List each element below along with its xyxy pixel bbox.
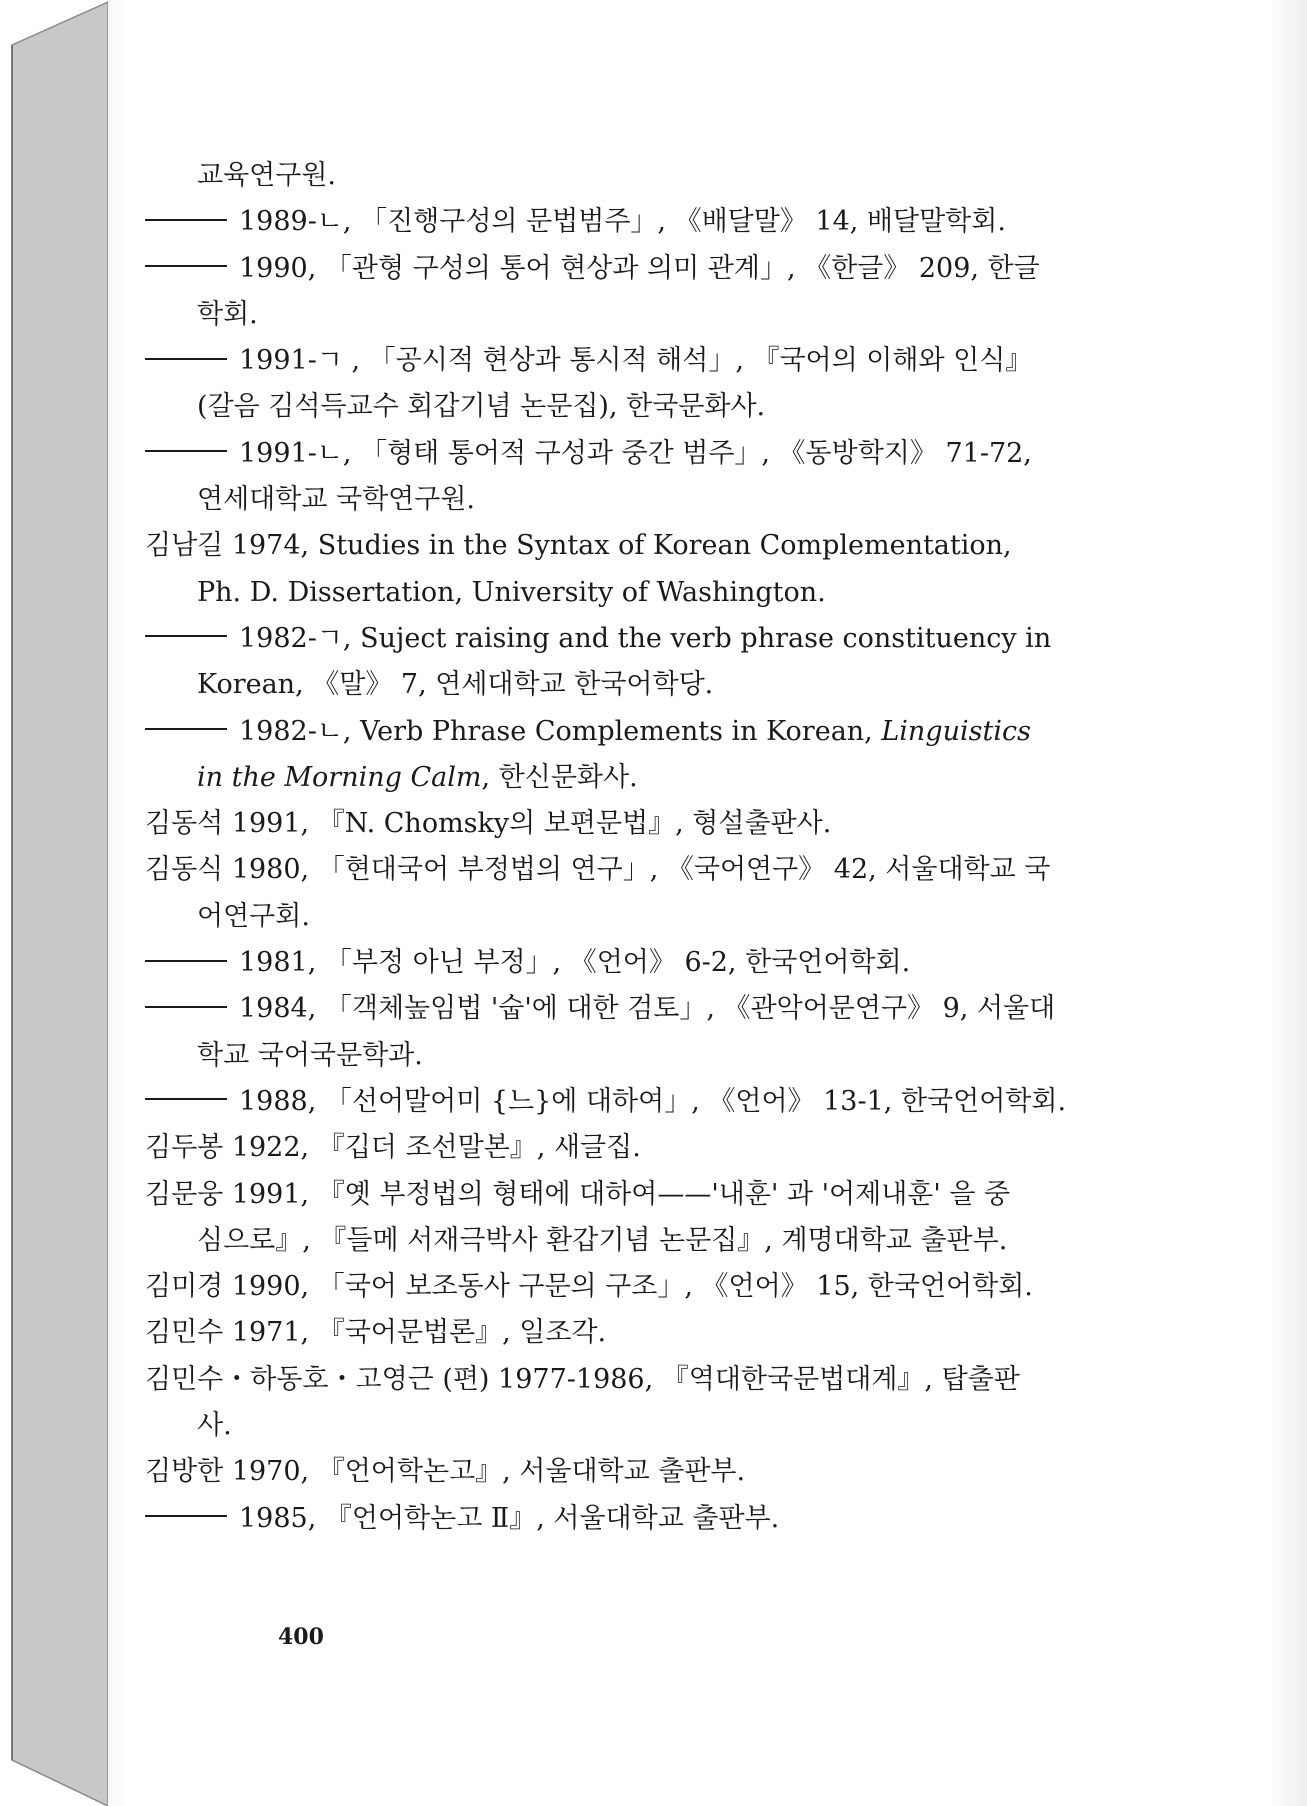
entry-same-author-line — [145, 709, 1145, 755]
entry-text: 김미경 1990, 「국어 보조동사 구문의 구조」, 《언어》 15, 한국언어학회. — [145, 1271, 1033, 1303]
book-spine — [0, 0, 120, 1806]
same-author-dash — [145, 1006, 227, 1008]
entry-same-author-line — [145, 431, 1145, 477]
entry-continuation-line — [145, 662, 1145, 708]
same-author-dash — [145, 450, 227, 452]
entry-continuation-line — [145, 570, 1145, 616]
entry-author-line — [145, 1449, 1145, 1495]
entry-author-line — [145, 523, 1145, 569]
entry-author-line — [145, 1125, 1145, 1171]
entry-same-author-line — [145, 338, 1145, 384]
spine-face — [12, 2, 108, 1806]
same-author-dash — [145, 219, 227, 221]
same-author-dash — [145, 728, 227, 730]
entry-text: 교육연구원. — [197, 160, 336, 191]
entry-continuation-line — [145, 894, 1145, 940]
entry-continuation-line — [145, 153, 1145, 199]
italic-title: in the Morning Calm — [197, 761, 482, 793]
entry-text: 김민수 1971, 『국어문법론』, 일조각. — [145, 1317, 607, 1349]
entry-text: 1990, 「관형 구성의 통어 현상과 의미 관계」, 《한글》 209, 한글 — [239, 252, 1040, 284]
entry-author-line — [145, 1172, 1145, 1218]
entry-text: , 한신문화사. — [481, 761, 638, 793]
entry-author-line — [145, 1310, 1145, 1356]
entry-same-author-line — [145, 986, 1145, 1032]
entry-text: 1982-ㄱ, Suject raising and the verb phrase constituency in — [239, 622, 1052, 654]
entry-author-line — [145, 847, 1145, 893]
entry-text: 1982-ㄴ, Verb Phrase Complements in Korean, — [239, 715, 882, 747]
entry-continuation-line — [145, 1033, 1145, 1079]
same-author-dash — [145, 1098, 227, 1100]
entry-text: 김남길 1974, Studies in the Syntax of Korean Complementation, — [145, 530, 1012, 562]
entry-continuation-line — [145, 292, 1145, 338]
entry-text: 학회. — [197, 298, 258, 330]
entry-same-author-line — [145, 1496, 1145, 1542]
entry-text: Ph. D. Dissertation, University of Washington. — [197, 576, 826, 608]
entry-same-author-line — [145, 246, 1145, 292]
entry-text: 1988, 「선어말어미 {느}에 대하여」, 《언어》 13-1, 한국언어학회. — [239, 1085, 1067, 1117]
entry-text: 1984, 「객체높임법 '숩'에 대한 검토」, 《관악어문연구》 9, 서울대 — [239, 993, 1056, 1025]
entry-author-line — [145, 1357, 1145, 1403]
entry-same-author-line — [145, 199, 1145, 245]
same-author-dash — [145, 265, 227, 267]
entry-continuation-line — [145, 1218, 1145, 1264]
entry-continuation-line — [145, 755, 1145, 801]
entry-same-author-line — [145, 1079, 1145, 1125]
entry-same-author-line — [145, 616, 1145, 662]
entry-continuation-line — [145, 477, 1145, 523]
entry-author-line — [145, 1264, 1145, 1310]
entry-text: 연세대학교 국학연구원. — [197, 484, 475, 516]
entry-text: 1991-ㄱ , 「공시적 현상과 통시적 해석」, 『국어의 이해와 인식』 — [239, 345, 1033, 377]
same-author-dash — [145, 960, 227, 962]
entry-text: 1981, 「부정 아닌 부정」, 《언어》 6-2, 한국언어학회. — [239, 947, 911, 979]
entry-same-author-line — [145, 940, 1145, 986]
entry-text: 김민수・하동호・고영근 (편) 1977-1986, 『역대한국문법대계』, 탑출판 — [145, 1363, 1020, 1395]
entry-text: 김방한 1970, 『언어학논고』, 서울대학교 출판부. — [145, 1456, 746, 1488]
same-author-dash — [145, 635, 227, 637]
entry-text: 1991-ㄴ, 「형태 통어적 구성과 중간 범주」, 《동방학지》 71-72, — [239, 437, 1032, 469]
entry-text: 김동식 1980, 「현대국어 부정법의 연구」, 《국어연구》 42, 서울대학교 국 — [145, 854, 1051, 886]
entry-text: 어연구회. — [197, 900, 310, 932]
entry-text: 1985, 『언어학논고 Ⅱ』, 서울대학교 출판부. — [239, 1502, 780, 1534]
same-author-dash — [145, 1515, 227, 1517]
entry-text: 김문웅 1991, 『옛 부정법의 형태에 대하여——'내훈' 과 '어제내훈' 을 중 — [145, 1178, 1011, 1210]
entry-text: (갈음 김석득교수 회갑기념 논문집), 한국문화사. — [197, 391, 766, 423]
entry-author-line — [145, 801, 1145, 847]
italic-title: Linguistics — [881, 715, 1031, 747]
bibliography-list — [145, 153, 1145, 1542]
entry-text: 1989-ㄴ, 「진행구성의 문법범주」, 《배달말》 14, 배달말학회. — [239, 206, 1006, 238]
entry-text: 학교 국어국문학과. — [197, 1039, 423, 1071]
entry-text: 김동석 1991, 『N. Chomsky의 보편문법』, 형설출판사. — [145, 808, 832, 840]
entry-text: Korean, 《말》 7, 연세대학교 한국어학당. — [197, 669, 714, 701]
same-author-dash — [145, 358, 227, 360]
entry-continuation-line — [145, 384, 1145, 430]
page-number: 400 — [278, 1624, 324, 1650]
entry-continuation-line — [145, 1403, 1145, 1449]
entry-text: 김두봉 1922, 『깁더 조선말본』, 새글집. — [145, 1132, 641, 1164]
entry-text: 사. — [197, 1410, 232, 1442]
entry-text: 심으로』, 『들메 서재극박사 환갑기념 논문집』, 계명대학교 출판부. — [197, 1224, 1008, 1256]
